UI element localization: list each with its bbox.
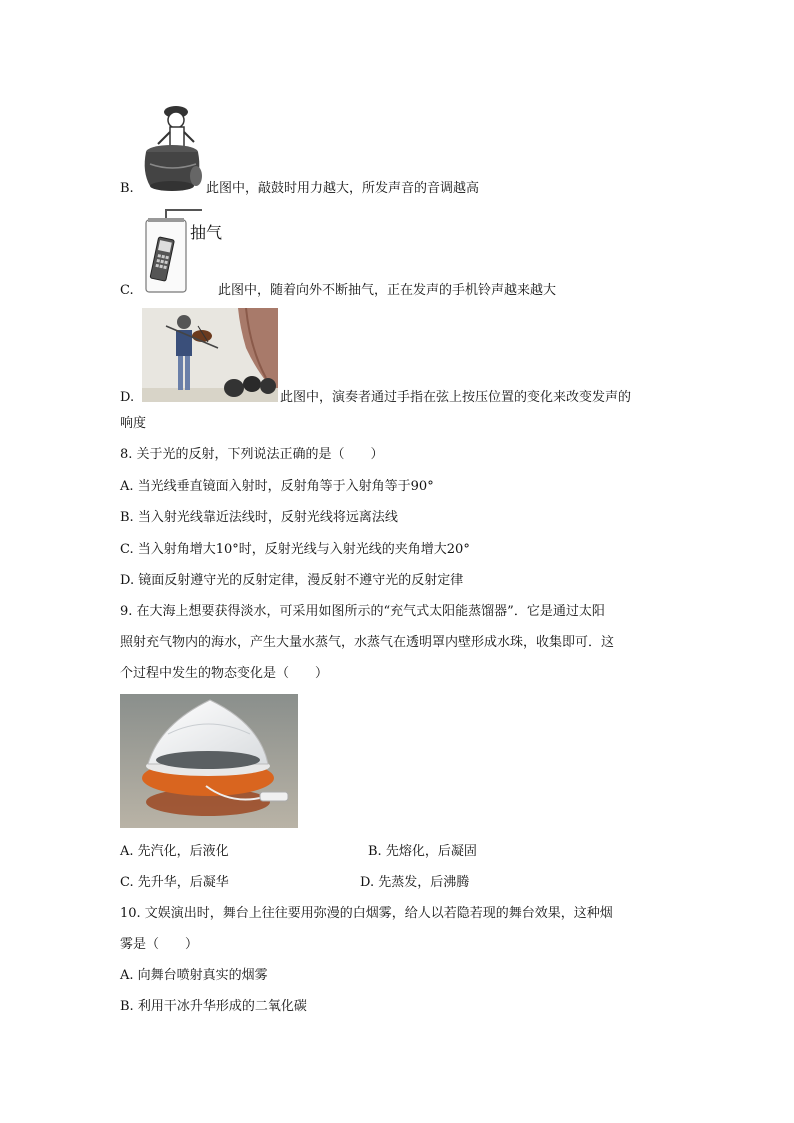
solar-still-photo	[120, 694, 298, 828]
q7-option-b-letter: B.	[120, 181, 134, 196]
q7-option-d-text-1: 此图中，演奏者通过手指在弦上按压位置的变化来改变发声的	[280, 390, 632, 405]
q9-option-a: A. 先汽化，后液化	[120, 844, 229, 859]
q10-stem-2: 雾是（ ）	[120, 937, 199, 952]
q7-option-b-text: 此图中，敲鼓时用力越大，所发声音的音调越高	[206, 181, 480, 196]
q8-option-d: D. 镜面反射遵守光的反射定律，漫反射不遵守光的反射定律	[120, 573, 464, 588]
q9-stem-1: 9. 在大海上想要获得淡水，可采用如图所示的“充气式太阳能蒸馏器”．它是通过太阳	[120, 604, 605, 619]
q10-stem-1: 10. 文娱演出时，舞台上往往要用弥漫的白烟雾，给人以若隐若现的舞台效果，这种烟	[120, 906, 613, 921]
violinist-figure	[142, 308, 278, 402]
q7-option-d-text-2: 响度	[120, 416, 147, 431]
q9-option-b: B. 先熔化，后凝固	[368, 844, 477, 859]
q7-option-d-letter: D.	[120, 390, 135, 405]
q7-option-c-text: 此图中，随着向外不断抽气，正在发声的手机铃声越来越大	[218, 283, 557, 298]
q10-option-a: A. 向舞台喷射真实的烟雾	[120, 968, 268, 983]
drum-figure	[140, 100, 206, 192]
q8-option-b: B. 当入射光线靠近法线时，反射光线将远离法线	[120, 510, 398, 525]
q8-stem: 8. 关于光的反射，下列说法正确的是（ ）	[120, 447, 384, 462]
q7-option-c-letter: C.	[120, 283, 134, 298]
q8-option-c: C. 当入射角增大10°时，反射光线与入射光线的夹角增大20°	[120, 542, 470, 557]
q9-stem-3: 个过程中发生的物态变化是（ ）	[120, 666, 329, 681]
q10-option-b: B. 利用干冰升华形成的二氧化碳	[120, 999, 307, 1014]
q8-option-a: A. 当光线垂直镜面入射时，反射角等于入射角等于90°	[120, 479, 434, 494]
q9-option-c: C. 先升华，后凝华	[120, 875, 229, 890]
q9-option-d: D. 先蒸发，后沸腾	[360, 875, 470, 890]
pump-label: 抽气	[190, 223, 223, 242]
q9-stem-2: 照射充气物内的海水，产生大量水蒸气，水蒸气在透明罩内壁形成水珠，收集即可．这	[120, 635, 615, 650]
